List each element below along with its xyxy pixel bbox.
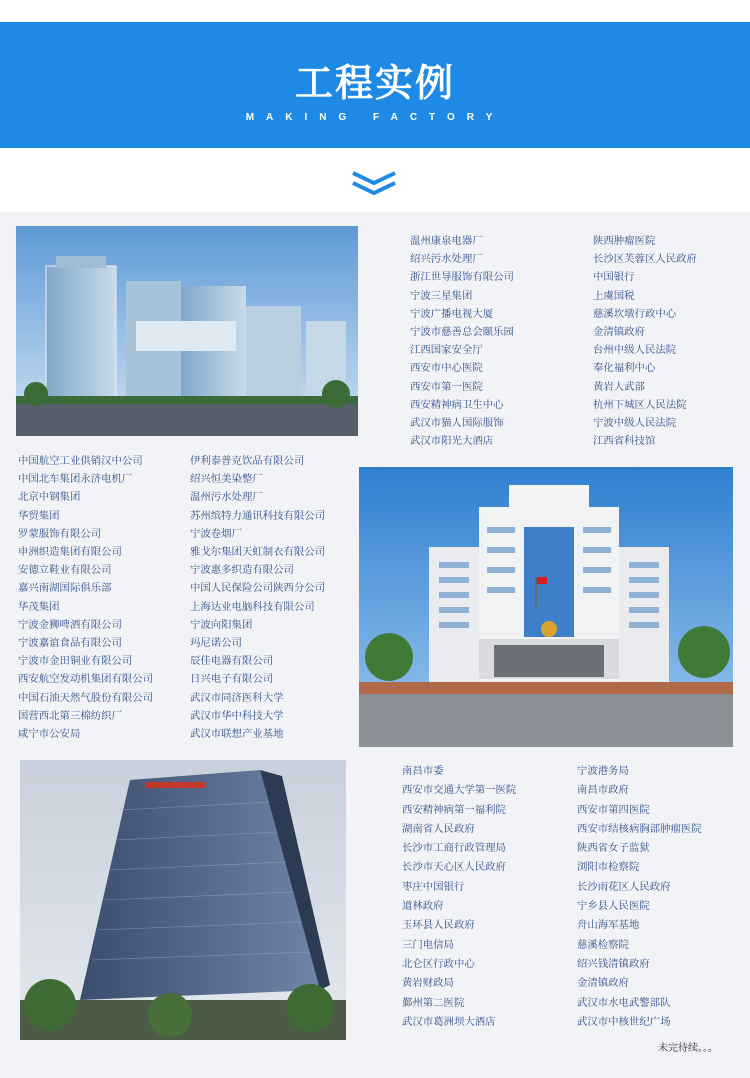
- list-item: 中国银行: [593, 271, 635, 284]
- list-item: 宁波惠多织造有限公司: [190, 564, 294, 577]
- list-item: 苏州缤特力通讯科技有限公司: [190, 509, 326, 522]
- photo-government-building: [359, 467, 733, 747]
- list-item: 陕西肿瘤医院: [593, 235, 656, 247]
- list-item: 北仑区行政中心: [402, 957, 475, 970]
- list-item: 宁波市慈善总会颐乐园: [410, 326, 514, 339]
- list-item: 宁波市金田铜业有限公司: [18, 655, 133, 668]
- list-item: 武汉市阳光大酒店: [410, 435, 494, 448]
- list-item: 舟山海军基地: [577, 919, 640, 932]
- list-item: 宁波向阳集团: [190, 618, 253, 631]
- list-item: 西安市第四医院: [577, 803, 650, 816]
- list-item: 三门电信局: [402, 938, 454, 951]
- list-item: 绍兴污水处理厂: [410, 253, 483, 266]
- list-item: 西安精神病第一福利院: [402, 803, 506, 816]
- list-item: 申洲织造集团有限公司: [18, 546, 122, 559]
- list-item: 西安市中心医院: [410, 362, 483, 375]
- list-item: 绍兴钱清镇政府: [577, 957, 650, 970]
- list-item: 金清镇政府: [593, 326, 645, 339]
- list-item: 中国人民保险公司陕西分公司: [190, 582, 326, 595]
- list-item: 中国北车集团永济电机厂: [18, 473, 133, 486]
- list-item: 北京中钢集团: [18, 491, 81, 504]
- list-item: 武汉市同济医科大学: [190, 691, 284, 704]
- list-item: 雅戈尔集团天虹制衣有限公司: [190, 546, 326, 559]
- list-item: 奉化福利中心: [593, 362, 656, 375]
- list-item: 武汉市中核世纪广场: [577, 1015, 671, 1028]
- list-item: 江西省科技馆: [593, 435, 656, 448]
- list-item: 慈溪坎墩行政中心: [593, 307, 677, 320]
- list-item: 湖南省人民政府: [402, 822, 475, 835]
- client-list-mid-left: [18, 452, 153, 743]
- list-item: 宁波港务局: [577, 765, 629, 777]
- client-list-mid-right: [190, 452, 325, 743]
- list-item: 台州中级人民法院: [593, 344, 677, 357]
- list-item: 宁波广播电视大厦: [410, 307, 494, 320]
- list-item: 长沙雨花区人民政府: [577, 880, 671, 893]
- list-item: 宁波中级人民法院: [593, 417, 677, 430]
- list-item: 长沙区芙蓉区人民政府: [593, 253, 697, 266]
- client-list-bottom-right: [577, 762, 702, 1032]
- list-item: 温州污水处理厂: [190, 491, 263, 504]
- list-item: 黄岩财政局: [402, 977, 454, 990]
- client-list-bottom-left: [402, 762, 516, 1032]
- list-item: 慈溪检察院: [577, 938, 629, 951]
- list-item: 华贸集团: [18, 509, 60, 522]
- list-item: 上海达业电脑科技有限公司: [190, 600, 315, 613]
- list-item: 江西国家安全厅: [410, 344, 483, 357]
- list-item: 浙江世导服饰有限公司: [410, 271, 514, 284]
- list-item: 咸宁市公安局: [18, 728, 81, 741]
- client-list-top-left: [410, 232, 514, 450]
- list-item: 武汉市葛洲坝大酒店: [402, 1015, 496, 1028]
- list-item: 温州康泉电器厂: [410, 235, 483, 247]
- double-chevron-down-icon: [349, 170, 399, 198]
- list-item: 中国石油天然气股份有限公司: [18, 691, 154, 704]
- list-item: 宁波卷烟厂: [190, 527, 242, 540]
- list-item: 上虞国税: [593, 289, 635, 302]
- list-item: 黄岩人武部: [593, 380, 645, 393]
- list-item: 陕西省女子监狱: [577, 842, 650, 855]
- list-item: 西安市结核病胸部肿瘤医院: [577, 822, 702, 835]
- header-banner: [0, 22, 750, 148]
- page-subtitle: MAKING FACTORY: [245, 112, 505, 123]
- list-item: 国营西北第三棉纺织厂: [18, 709, 122, 722]
- photo-highrise-building: [20, 760, 346, 1040]
- list-item: 宁波金狮啤酒有限公司: [18, 618, 122, 631]
- list-item: 中国航空工业供销汉中公司: [18, 455, 143, 467]
- list-item: 伊利泰普克饮品有限公司: [190, 455, 305, 467]
- list-item: 西安市交通大学第一医院: [402, 784, 517, 797]
- list-item: 武汉市联想产业基地: [190, 728, 284, 741]
- list-item: 南昌市政府: [577, 784, 629, 797]
- list-item: 浏阳市检察院: [577, 861, 640, 874]
- photo-office-complex: [16, 226, 358, 436]
- list-item: 武汉市猫人国际服饰: [410, 417, 504, 430]
- list-item: 鄞州第二医院: [402, 996, 465, 1009]
- list-item: 罗蒙服饰有限公司: [18, 527, 102, 540]
- list-item: 道林政府: [402, 900, 444, 913]
- list-item: 绍兴恒美染整厂: [190, 473, 263, 486]
- list-item: 南昌市委: [402, 765, 444, 777]
- list-item: 嘉兴南湖国际俱乐部: [18, 582, 112, 595]
- list-item: 安德立鞋业有限公司: [18, 564, 112, 577]
- list-item: 宁乡县人民医院: [577, 900, 650, 913]
- list-item: 武汉市华中科技大学: [190, 709, 284, 722]
- list-item: 西安航空发动机集团有限公司: [18, 673, 154, 686]
- list-item: 武汉市水电武警部队: [577, 996, 671, 1009]
- list-item: 西安精神病卫生中心: [410, 398, 504, 411]
- list-item: 日兴电子有限公司: [190, 673, 274, 686]
- list-item: 枣庄中国银行: [402, 880, 465, 893]
- page-title: 工程实例: [294, 61, 455, 105]
- client-list-top-right: [593, 232, 697, 450]
- list-item: 玉环县人民政府: [402, 919, 475, 932]
- list-item: 长沙市工商行政管理局: [402, 842, 506, 855]
- list-item: 金清镇政府: [577, 977, 629, 990]
- to-be-continued-note: 未完待续。。。: [658, 1043, 718, 1054]
- list-item: 宁波嘉谊食品有限公司: [18, 637, 122, 650]
- list-item: 华茂集团: [18, 600, 60, 613]
- list-item: 宁波三星集团: [410, 289, 473, 302]
- list-item: 辰佳电器有限公司: [190, 655, 274, 668]
- list-item: 长沙市天心区人民政府: [402, 861, 506, 874]
- list-item: 西安市第一医院: [410, 380, 483, 393]
- list-item: 杭州下城区人民法院: [593, 398, 687, 411]
- list-item: 玛尼诺公司: [190, 637, 242, 650]
